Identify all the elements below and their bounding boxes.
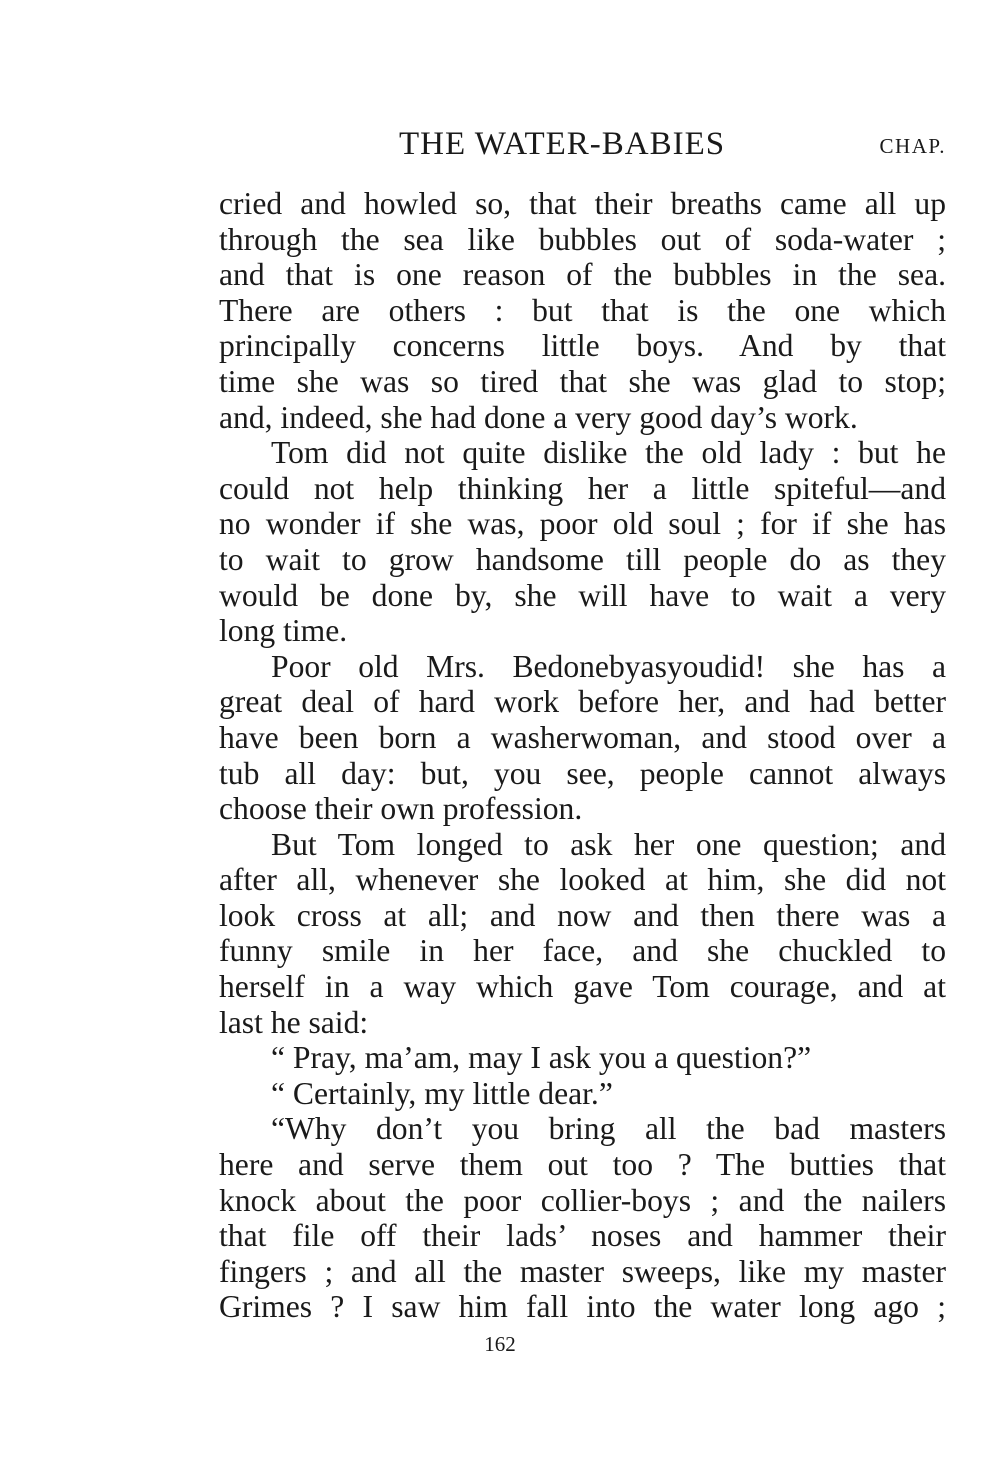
text-line: But Tom longed to ask her one question; and <box>271 826 946 862</box>
text-line: funny smile in her face, and she chuckled to <box>219 933 946 969</box>
text-line: time she was so tired that she was glad to stop; <box>219 363 946 399</box>
text-line: choose their own profession. <box>219 791 583 827</box>
text-line: no wonder if she was, poor old soul ; for if she has <box>219 506 946 542</box>
page-number: 162 <box>484 1332 516 1356</box>
text-line: Tom did not quite dislike the old lady : but he <box>271 435 946 471</box>
text-line: and, indeed, she had done a very good day’s work. <box>219 399 858 435</box>
text-line: here and serve them out too ? The butties that <box>219 1147 946 1183</box>
chapter-label: CHAP. <box>879 134 946 158</box>
text-line: to wait to grow handsome till people do as they <box>219 541 946 577</box>
text-line: “ Certainly, my little dear.” <box>271 1075 613 1111</box>
text-line: last he said: <box>219 1004 369 1040</box>
text-line: knock about the poor collier-boys ; and the nailers <box>219 1182 946 1218</box>
text-line: would be done by, she will have to wait a very <box>219 577 946 613</box>
text-line: Poor old Mrs. Bedonebyasyoudid! she has a <box>271 648 946 684</box>
text-line: tub all day: but, you see, people cannot always <box>219 755 946 791</box>
text-line: fingers ; and all the master sweeps, like my master <box>219 1253 946 1289</box>
text-line: through the sea like bubbles out of soda-water ; <box>219 221 946 257</box>
text-line: Grimes ? I saw him fall into the water long ago ; <box>219 1289 946 1325</box>
text-line: cried and howled so, that their breaths came all up <box>219 186 946 221</box>
text-line: look cross at all; and now and then there was a <box>219 897 946 933</box>
text-line: There are others : but that is the one which <box>219 292 946 328</box>
text-line: “Why don’t you bring all the bad masters <box>271 1111 946 1147</box>
running-head <box>216 126 946 166</box>
text-line: could not help thinking her a little spiteful—and <box>219 470 946 506</box>
text-line: long time. <box>219 613 348 649</box>
text-line: and that is one reason of the bubbles in the sea. <box>219 257 946 293</box>
page-body <box>219 186 946 1325</box>
text-line: have been born a washerwoman, and stood over a <box>219 719 946 755</box>
text-line: that file off their lads’ noses and hammer their <box>219 1218 946 1254</box>
text-line: “ Pray, ma’am, may I ask you a question?” <box>271 1040 812 1076</box>
running-title: THE WATER-BABIES <box>399 126 726 162</box>
text-line: herself in a way which gave Tom courage, and at <box>219 969 946 1005</box>
text-line: after all, whenever she looked at him, she did not <box>219 862 946 898</box>
text-line: great deal of hard work before her, and had better <box>219 684 946 720</box>
text-line: principally concerns little boys. And by that <box>219 328 946 364</box>
